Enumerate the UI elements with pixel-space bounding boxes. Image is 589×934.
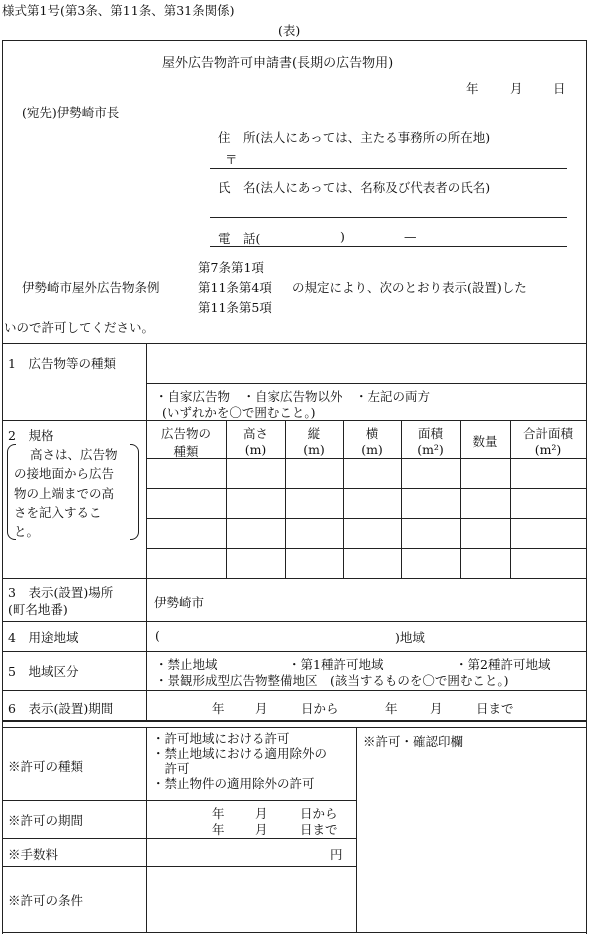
spec-row-1-divider xyxy=(146,488,587,489)
permit-type-option-1[interactable]: ・許可地域における許可 xyxy=(152,731,290,746)
divider-s1-top xyxy=(2,343,587,344)
divider-s6-top xyxy=(2,690,587,691)
postal-mark: 〒 xyxy=(225,152,238,167)
s6-to-month[interactable]: 月 xyxy=(430,701,443,716)
ordinance-article-3: 第11条第5項 xyxy=(198,300,272,315)
ordinance-article-2: 第11条第4項 xyxy=(198,280,272,295)
address-underline[interactable] xyxy=(210,168,567,169)
official-section-top xyxy=(2,720,587,722)
s2-note-bracket-right xyxy=(130,444,139,540)
conditions-label: ※許可の条件 xyxy=(8,893,84,908)
s2-label: 2 規格 xyxy=(8,428,54,443)
spec-header-height: 高さ (m) xyxy=(242,426,268,457)
address-label: 住 所(法人にあっては、主たる事務所の所在地) xyxy=(218,130,491,145)
s6-from-day[interactable]: 日から xyxy=(301,701,339,716)
side-label: (表) xyxy=(278,23,301,38)
name-label: 氏 名(法人にあっては、名称及び代表者の氏名) xyxy=(218,180,491,195)
spec-row-3-divider xyxy=(146,548,587,549)
period-from-day[interactable]: 日から xyxy=(300,806,338,821)
phone-paren-close: ) xyxy=(340,229,345,244)
s6-from-month[interactable]: 月 xyxy=(255,701,268,716)
s2-note-line-4: さを記入するこ xyxy=(14,505,102,520)
s1-label: 1 広告物等の種類 xyxy=(8,356,116,371)
label-column-divider xyxy=(146,343,147,721)
period-to-day[interactable]: 日まで xyxy=(300,822,338,837)
s3-location-value[interactable]: 伊勢崎市 xyxy=(154,595,205,610)
form-title: 屋外広告物許可申請書(長期の広告物用) xyxy=(162,56,394,71)
s5-option-type1[interactable]: ・第1種許可地域 xyxy=(288,657,384,672)
permit-type-options xyxy=(152,731,327,791)
stamp-label: ※許可・確認印欄 xyxy=(363,734,464,749)
s4-label: 4 用途地域 xyxy=(8,630,79,645)
permit-type-option-2[interactable]: ・禁止地域における適用除外の xyxy=(152,746,328,761)
spec-header-area: 面積 (m²) xyxy=(417,426,444,457)
spec-header-quantity: 数量 xyxy=(472,434,498,449)
ordinance-text-wrap: いので許可してください。 xyxy=(4,320,155,335)
date-month[interactable]: 月 xyxy=(510,81,523,96)
divider-s4-top xyxy=(2,621,587,622)
official-label-divider xyxy=(146,727,147,933)
s6-to-day[interactable]: 日まで xyxy=(476,701,514,716)
s2-note-line-2: の接地面から広告 xyxy=(14,466,115,481)
s3-label-line-1: 3 表示(設置)場所 xyxy=(8,585,114,600)
s1-inner-divider xyxy=(146,383,587,384)
official-section-top-inner xyxy=(2,727,587,728)
s5-label: 5 地域区分 xyxy=(8,664,79,679)
ordinance-name: 伊勢崎市屋外広告物条例 xyxy=(22,280,160,295)
s5-option-type2[interactable]: ・第2種許可地域 xyxy=(455,657,551,672)
s1-options[interactable]: ・自家広告物 ・自家広告物以外 ・左記の両方 xyxy=(155,389,431,404)
fee-unit[interactable]: 円 xyxy=(330,847,343,862)
permit-type-option-2-cont: 許可 xyxy=(152,761,190,776)
ordinance-text: の規定により、次のとおり表示(設置)した xyxy=(292,280,527,295)
s2-note-line-3: 物の上端までの高 xyxy=(14,486,115,501)
s6-label: 6 表示(設置)期間 xyxy=(8,701,114,716)
name-underline[interactable] xyxy=(210,217,567,218)
permit-type-label: ※許可の種類 xyxy=(8,759,84,774)
s4-zone-suffix[interactable]: )地域 xyxy=(395,630,425,645)
s4-paren-open: ( xyxy=(155,628,160,643)
date-year[interactable]: 年 xyxy=(466,81,479,96)
phone-underline[interactable] xyxy=(210,246,567,247)
spec-header-type: 広告物の 種類 xyxy=(160,426,211,459)
s3-label-line-2: (町名地番) xyxy=(8,602,68,617)
divider-fee-top xyxy=(2,838,357,839)
divider-s5-top xyxy=(2,651,587,652)
date-day[interactable]: 日 xyxy=(553,81,566,96)
outer-top-border xyxy=(2,40,587,41)
permit-type-option-3[interactable]: ・禁止物件の適用除外の許可 xyxy=(152,776,315,791)
divider-conditions-top xyxy=(2,866,357,867)
official-stamp-divider xyxy=(356,727,357,933)
period-from-month[interactable]: 月 xyxy=(255,806,268,821)
divider-s3-top xyxy=(2,578,587,579)
addressee: (宛先)伊勢崎市長 xyxy=(22,105,120,120)
period-to-year[interactable]: 年 xyxy=(212,822,225,837)
ordinance-article-1: 第7条第1項 xyxy=(198,260,264,275)
spec-header-width: 横 (m) xyxy=(361,426,383,457)
s2-note-line-1: 高さは、広告物 xyxy=(30,447,118,462)
spec-header-total-area: 合計面積 (m²) xyxy=(522,426,573,457)
fee-label: ※手数料 xyxy=(8,847,59,862)
s5-option-landscape[interactable]: ・景観形成型広告物整備地区 (該当するものを〇で囲むこと。) xyxy=(155,673,509,688)
phone-label: 電 話( xyxy=(218,231,261,246)
spec-row-2-divider xyxy=(146,518,587,519)
permit-period-label: ※許可の期間 xyxy=(8,813,84,828)
outer-bottom-border xyxy=(2,932,587,933)
s5-option-prohibited[interactable]: ・禁止地域 xyxy=(155,657,218,672)
form-number: 様式第1号(第3条、第11条、第31条関係) xyxy=(2,3,235,18)
s2-note-line-5: と。 xyxy=(14,524,40,539)
phone-dash: — xyxy=(404,229,417,244)
period-from-year[interactable]: 年 xyxy=(212,806,225,821)
period-to-month[interactable]: 月 xyxy=(255,822,268,837)
divider-s2-top xyxy=(2,420,587,421)
s6-from-year[interactable]: 年 xyxy=(212,701,225,716)
divider-period-top xyxy=(2,800,357,801)
s6-to-year[interactable]: 年 xyxy=(385,701,398,716)
outer-right-border xyxy=(586,40,587,934)
s1-note: (いずれかを〇で囲むこと。) xyxy=(162,405,316,420)
spec-header-length: 縦 (m) xyxy=(303,426,325,457)
